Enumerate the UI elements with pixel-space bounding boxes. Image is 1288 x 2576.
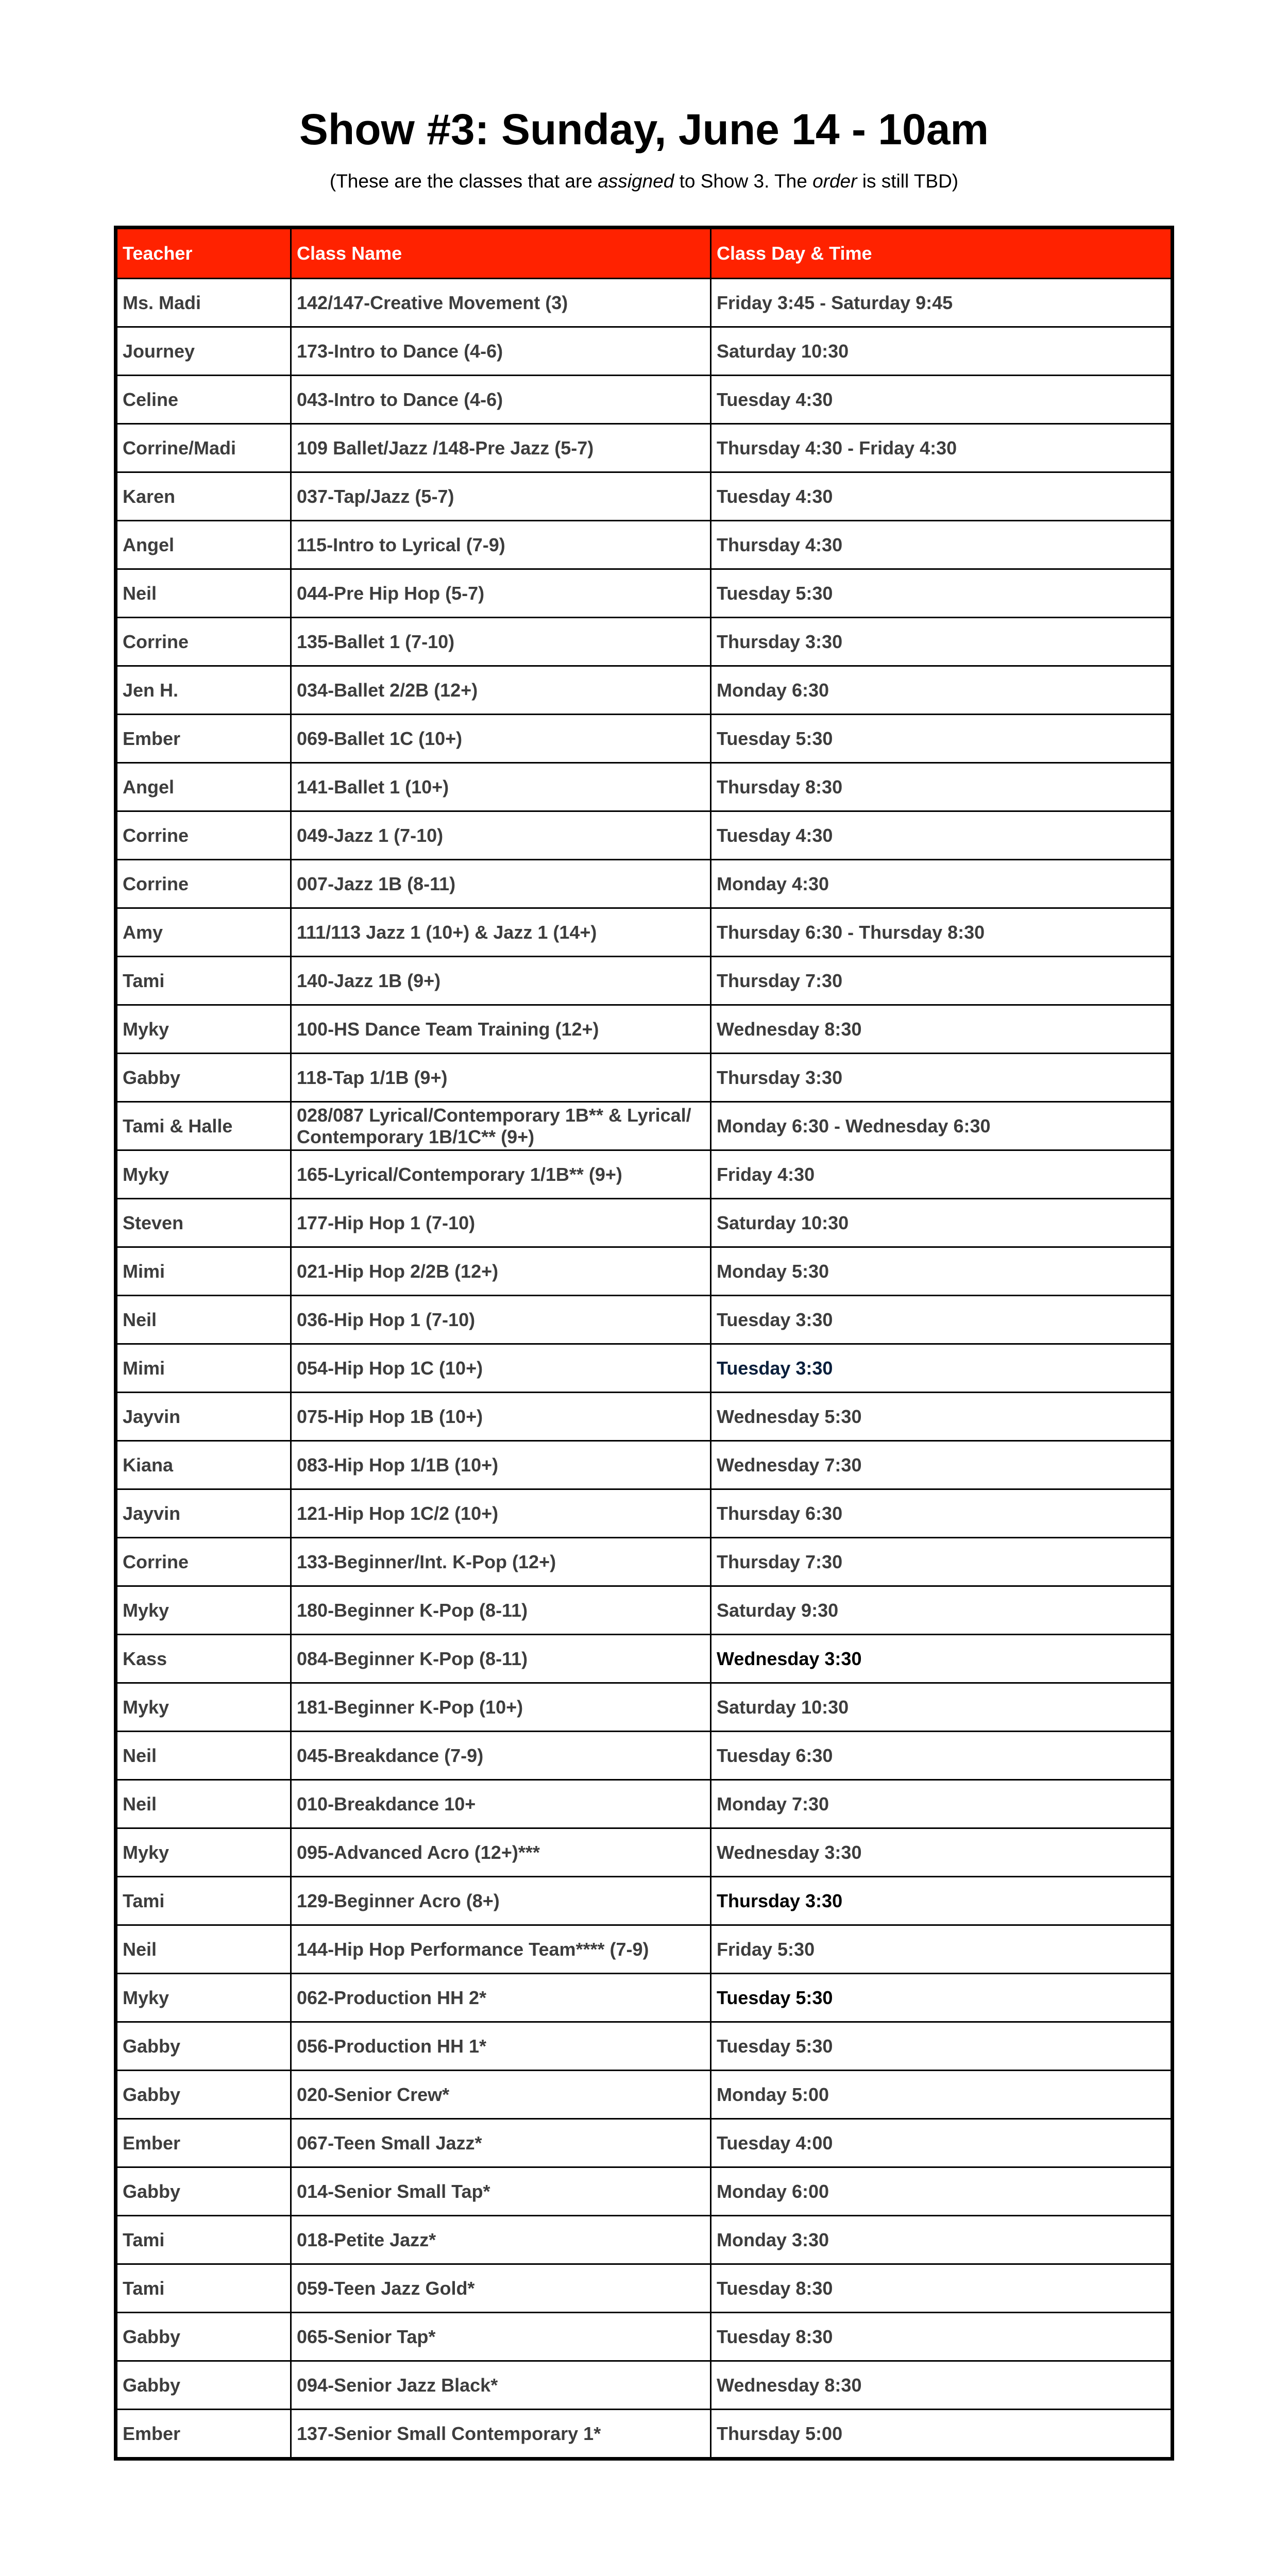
- teacher-cell: Jayvin: [116, 1393, 291, 1441]
- subtitle-emphasis-order: order: [812, 171, 857, 192]
- table-row: [116, 2313, 1173, 2361]
- table-row: [116, 860, 1173, 908]
- subtitle-text-3: is still TBD): [857, 171, 959, 192]
- class-day-time-cell: Tuesday 8:30: [711, 2264, 1173, 2313]
- class-day-time-cell: Tuesday 4:30: [711, 811, 1173, 860]
- table-header-row: [116, 228, 1173, 279]
- class-name-cell: 037-Tap/Jazz (5-7): [291, 472, 711, 521]
- class-name-cell: 133-Beginner/Int. K-Pop (12+): [291, 1538, 711, 1586]
- table-row: [116, 1877, 1173, 1925]
- table-row: [116, 327, 1173, 376]
- class-name-cell: 045-Breakdance (7-9): [291, 1732, 711, 1780]
- class-day-time-cell: Thursday 7:30: [711, 1538, 1173, 1586]
- class-name-cell: 083-Hip Hop 1/1B (10+): [291, 1441, 711, 1489]
- class-day-time-cell: Wednesday 3:30: [711, 1828, 1173, 1877]
- class-day-time-cell: Monday 7:30: [711, 1780, 1173, 1828]
- teacher-cell: Jayvin: [116, 1489, 291, 1538]
- class-name-cell: 137-Senior Small Contemporary 1*: [291, 2410, 711, 2459]
- class-name-cell: 144-Hip Hop Performance Team**** (7-9): [291, 1925, 711, 1974]
- teacher-cell: Journey: [116, 327, 291, 376]
- table-row: [116, 908, 1173, 957]
- class-day-time-cell: Monday 5:00: [711, 2071, 1173, 2119]
- class-name-cell: 129-Beginner Acro (8+): [291, 1877, 711, 1925]
- class-name-cell: 028/087 Lyrical/Contemporary 1B** & Lyrical/ Contemporary 1B/1C** (9+): [291, 1102, 711, 1150]
- teacher-cell: Celine: [116, 376, 291, 424]
- teacher-cell: Corrine/Madi: [116, 424, 291, 472]
- class-name-cell: 109 Ballet/Jazz /148-Pre Jazz (5-7): [291, 424, 711, 472]
- class-name-cell: 177-Hip Hop 1 (7-10): [291, 1199, 711, 1247]
- class-name-cell: 100-HS Dance Team Training (12+): [291, 1005, 711, 1054]
- table-row: [116, 1925, 1173, 1974]
- class-day-time-cell: Thursday 6:30: [711, 1489, 1173, 1538]
- table-row: [116, 618, 1173, 666]
- class-name-cell: 044-Pre Hip Hop (5-7): [291, 569, 711, 618]
- class-day-time-cell: Tuesday 3:30: [711, 1296, 1173, 1344]
- class-name-cell: 115-Intro to Lyrical (7-9): [291, 521, 711, 569]
- class-name-cell: 142/147-Creative Movement (3): [291, 279, 711, 327]
- teacher-cell: Gabby: [116, 2313, 291, 2361]
- table-row: [116, 1828, 1173, 1877]
- table-row: [116, 279, 1173, 327]
- teacher-cell: Angel: [116, 763, 291, 811]
- class-day-time-cell: Thursday 4:30 - Friday 4:30: [711, 424, 1173, 472]
- class-day-time-cell: Saturday 10:30: [711, 327, 1173, 376]
- teacher-cell: Kass: [116, 1635, 291, 1683]
- class-day-time-cell: Thursday 5:00: [711, 2410, 1173, 2459]
- teacher-cell: Mimi: [116, 1247, 291, 1296]
- teacher-cell: Steven: [116, 1199, 291, 1247]
- class-name-cell: 043-Intro to Dance (4-6): [291, 376, 711, 424]
- class-day-time-cell: Saturday 10:30: [711, 1683, 1173, 1732]
- class-name-cell: 018-Petite Jazz*: [291, 2216, 711, 2264]
- page-subtitle: [0, 170, 1288, 193]
- table-row: [116, 1102, 1173, 1150]
- class-name-cell: 034-Ballet 2/2B (12+): [291, 666, 711, 715]
- teacher-cell: Myky: [116, 1974, 291, 2022]
- table-row: [116, 1344, 1173, 1393]
- class-day-time-cell: Saturday 10:30: [711, 1199, 1173, 1247]
- table-row: [116, 569, 1173, 618]
- class-name-cell: 021-Hip Hop 2/2B (12+): [291, 1247, 711, 1296]
- class-name-cell: 173-Intro to Dance (4-6): [291, 327, 711, 376]
- class-name-cell: 140-Jazz 1B (9+): [291, 957, 711, 1005]
- class-name-cell: 118-Tap 1/1B (9+): [291, 1054, 711, 1102]
- teacher-cell: Tami: [116, 957, 291, 1005]
- class-day-time-cell: Tuesday 6:30: [711, 1732, 1173, 1780]
- teacher-cell: Karen: [116, 472, 291, 521]
- teacher-cell: Ember: [116, 2410, 291, 2459]
- teacher-cell: Myky: [116, 1150, 291, 1199]
- class-name-cell: 036-Hip Hop 1 (7-10): [291, 1296, 711, 1344]
- class-name-cell: 065-Senior Tap*: [291, 2313, 711, 2361]
- class-day-time-cell: Tuesday 4:00: [711, 2119, 1173, 2167]
- class-name-cell: 095-Advanced Acro (12+)***: [291, 1828, 711, 1877]
- class-name-cell: 054-Hip Hop 1C (10+): [291, 1344, 711, 1393]
- table-row: [116, 1054, 1173, 1102]
- column-header-class-day-time: Class Day & Time: [711, 228, 1173, 279]
- class-name-cell: 049-Jazz 1 (7-10): [291, 811, 711, 860]
- class-day-time-cell: Thursday 8:30: [711, 763, 1173, 811]
- teacher-cell: Corrine: [116, 1538, 291, 1586]
- class-day-time-cell: Wednesday 7:30: [711, 1441, 1173, 1489]
- teacher-cell: Corrine: [116, 860, 291, 908]
- table-row: [116, 1538, 1173, 1586]
- class-day-time-cell: Thursday 3:30: [711, 1054, 1173, 1102]
- subtitle-emphasis-assigned: assigned: [598, 171, 674, 192]
- teacher-cell: Neil: [116, 1732, 291, 1780]
- teacher-cell: Neil: [116, 1925, 291, 1974]
- table-row: [116, 1780, 1173, 1828]
- class-name-cell: 180-Beginner K-Pop (8-11): [291, 1586, 711, 1635]
- class-day-time-cell: Thursday 3:30: [711, 1877, 1173, 1925]
- table-row: [116, 521, 1173, 569]
- table-row: [116, 1489, 1173, 1538]
- class-day-time-cell: Friday 5:30: [711, 1925, 1173, 1974]
- class-schedule-table: [114, 226, 1174, 2461]
- teacher-cell: Neil: [116, 1296, 291, 1344]
- column-header-class-name: Class Name: [291, 228, 711, 279]
- class-day-time-cell: Tuesday 4:30: [711, 376, 1173, 424]
- column-header-teacher: Teacher: [116, 228, 291, 279]
- teacher-cell: Neil: [116, 569, 291, 618]
- class-day-time-cell: Thursday 6:30 - Thursday 8:30: [711, 908, 1173, 957]
- class-name-cell: 007-Jazz 1B (8-11): [291, 860, 711, 908]
- class-name-cell: 067-Teen Small Jazz*: [291, 2119, 711, 2167]
- table-row: [116, 2119, 1173, 2167]
- class-day-time-cell: Tuesday 3:30: [711, 1344, 1173, 1393]
- teacher-cell: Gabby: [116, 2361, 291, 2410]
- class-day-time-cell: Wednesday 8:30: [711, 1005, 1173, 1054]
- teacher-cell: Ms. Madi: [116, 279, 291, 327]
- class-name-cell: 062-Production HH 2*: [291, 1974, 711, 2022]
- class-name-cell: 014-Senior Small Tap*: [291, 2167, 711, 2216]
- class-name-cell: 010-Breakdance 10+: [291, 1780, 711, 1828]
- table-row: [116, 2071, 1173, 2119]
- class-name-cell: 075-Hip Hop 1B (10+): [291, 1393, 711, 1441]
- table-row: [116, 1732, 1173, 1780]
- teacher-cell: Jen H.: [116, 666, 291, 715]
- teacher-cell: Gabby: [116, 2167, 291, 2216]
- class-day-time-cell: Friday 4:30: [711, 1150, 1173, 1199]
- class-day-time-cell: Monday 6:00: [711, 2167, 1173, 2216]
- class-day-time-cell: Wednesday 5:30: [711, 1393, 1173, 1441]
- class-day-time-cell: Monday 4:30: [711, 860, 1173, 908]
- class-day-time-cell: Monday 5:30: [711, 1247, 1173, 1296]
- class-name-cell: 165-Lyrical/Contemporary 1/1B** (9+): [291, 1150, 711, 1199]
- class-name-cell: 056-Production HH 1*: [291, 2022, 711, 2071]
- table-row: [116, 2361, 1173, 2410]
- subtitle-text-1: (These are the classes that are: [329, 171, 598, 192]
- table-row: [116, 1393, 1173, 1441]
- class-day-time-cell: Friday 3:45 - Saturday 9:45: [711, 279, 1173, 327]
- class-name-cell: 141-Ballet 1 (10+): [291, 763, 711, 811]
- class-name-cell: 069-Ballet 1C (10+): [291, 715, 711, 763]
- teacher-cell: Tami & Halle: [116, 1102, 291, 1150]
- teacher-cell: Mimi: [116, 1344, 291, 1393]
- table-row: [116, 2264, 1173, 2313]
- table-row: [116, 811, 1173, 860]
- class-name-cell: 084-Beginner K-Pop (8-11): [291, 1635, 711, 1683]
- teacher-cell: Kiana: [116, 1441, 291, 1489]
- class-name-cell: 181-Beginner K-Pop (10+): [291, 1683, 711, 1732]
- teacher-cell: Tami: [116, 2264, 291, 2313]
- class-day-time-cell: Tuesday 5:30: [711, 1974, 1173, 2022]
- class-day-time-cell: Thursday 4:30: [711, 521, 1173, 569]
- subtitle-text-2: to Show 3. The: [674, 171, 813, 192]
- page-title: Show #3: Sunday, June 14 - 10am: [299, 105, 989, 154]
- table-row: [116, 715, 1173, 763]
- table-row: [116, 1150, 1173, 1199]
- table-row: [116, 2167, 1173, 2216]
- table-row: [116, 2022, 1173, 2071]
- table-row: [116, 1247, 1173, 1296]
- teacher-cell: Tami: [116, 1877, 291, 1925]
- teacher-cell: Corrine: [116, 811, 291, 860]
- teacher-cell: Angel: [116, 521, 291, 569]
- table-row: [116, 957, 1173, 1005]
- class-day-time-cell: Tuesday 5:30: [711, 569, 1173, 618]
- class-day-time-cell: Monday 6:30 - Wednesday 6:30: [711, 1102, 1173, 1150]
- class-day-time-cell: Tuesday 4:30: [711, 472, 1173, 521]
- teacher-cell: Tami: [116, 2216, 291, 2264]
- class-name-cell: 135-Ballet 1 (7-10): [291, 618, 711, 666]
- teacher-cell: Gabby: [116, 1054, 291, 1102]
- class-day-time-cell: Monday 3:30: [711, 2216, 1173, 2264]
- table-row: [116, 1586, 1173, 1635]
- table-row: [116, 472, 1173, 521]
- class-name-cell: 020-Senior Crew*: [291, 2071, 711, 2119]
- class-day-time-cell: Wednesday 3:30: [711, 1635, 1173, 1683]
- teacher-cell: Ember: [116, 2119, 291, 2167]
- class-day-time-cell: Saturday 9:30: [711, 1586, 1173, 1635]
- table-row: [116, 376, 1173, 424]
- table-row: [116, 1683, 1173, 1732]
- table-row: [116, 2216, 1173, 2264]
- class-day-time-cell: Tuesday 5:30: [711, 2022, 1173, 2071]
- class-name-cell: 121-Hip Hop 1C/2 (10+): [291, 1489, 711, 1538]
- table-row: [116, 1441, 1173, 1489]
- teacher-cell: Myky: [116, 1005, 291, 1054]
- teacher-cell: Ember: [116, 715, 291, 763]
- teacher-cell: Myky: [116, 1828, 291, 1877]
- table-row: [116, 763, 1173, 811]
- teacher-cell: Corrine: [116, 618, 291, 666]
- table-row: [116, 2410, 1173, 2459]
- table-body: [116, 279, 1173, 2459]
- table-row: [116, 1199, 1173, 1247]
- table-row: [116, 1005, 1173, 1054]
- teacher-cell: Myky: [116, 1586, 291, 1635]
- class-day-time-cell: Wednesday 8:30: [711, 2361, 1173, 2410]
- teacher-cell: Gabby: [116, 2022, 291, 2071]
- class-name-cell: 094-Senior Jazz Black*: [291, 2361, 711, 2410]
- teacher-cell: Amy: [116, 908, 291, 957]
- class-day-time-cell: Tuesday 5:30: [711, 715, 1173, 763]
- class-day-time-cell: Tuesday 8:30: [711, 2313, 1173, 2361]
- table-row: [116, 1635, 1173, 1683]
- class-day-time-cell: Thursday 3:30: [711, 618, 1173, 666]
- class-day-time-cell: Thursday 7:30: [711, 957, 1173, 1005]
- class-name-cell: 111/113 Jazz 1 (10+) & Jazz 1 (14+): [291, 908, 711, 957]
- class-day-time-cell: Monday 6:30: [711, 666, 1173, 715]
- table-row: [116, 1974, 1173, 2022]
- table-row: [116, 666, 1173, 715]
- table-row: [116, 1296, 1173, 1344]
- class-name-cell: 059-Teen Jazz Gold*: [291, 2264, 711, 2313]
- table-row: [116, 424, 1173, 472]
- teacher-cell: Myky: [116, 1683, 291, 1732]
- teacher-cell: Gabby: [116, 2071, 291, 2119]
- teacher-cell: Neil: [116, 1780, 291, 1828]
